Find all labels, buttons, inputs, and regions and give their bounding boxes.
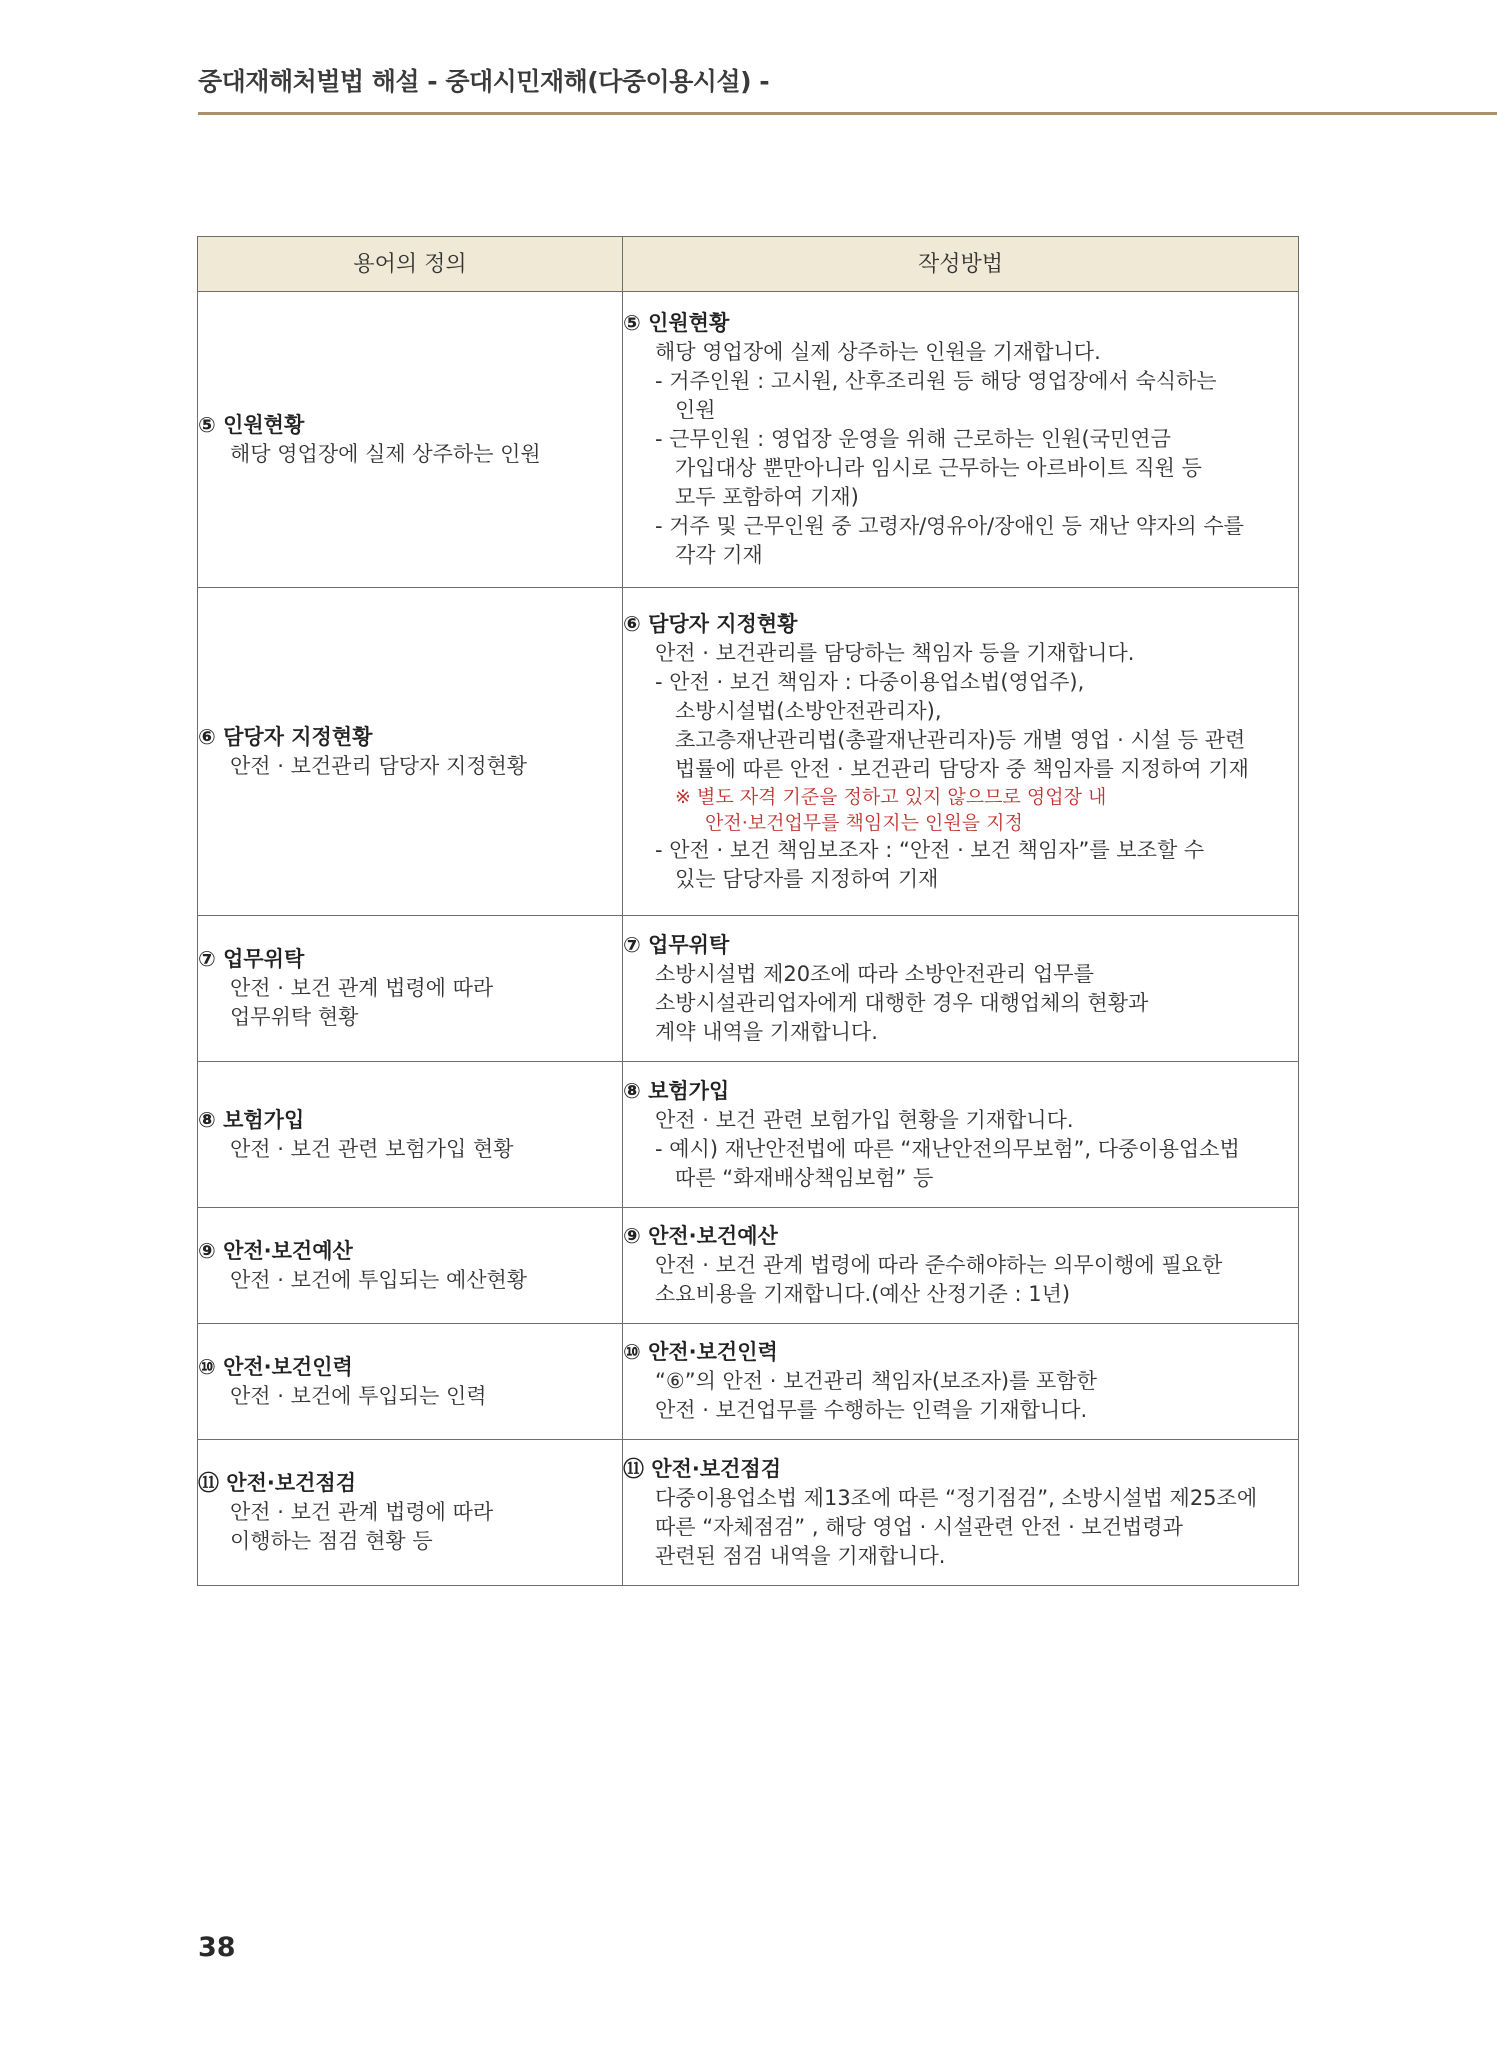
table-header-row — [198, 237, 1299, 292]
method-title: ⑪ 안전·보건점검 — [623, 1456, 782, 1481]
term-description: 안전 · 보건 관계 법령에 따라 — [230, 1500, 494, 1524]
column-header-method: 작성방법 — [623, 237, 1299, 292]
method-line: 안전 · 보건관리를 담당하는 책임자 등을 기재합니다. — [655, 640, 1135, 665]
table-row — [198, 588, 1299, 916]
method-line: - 안전 · 보건 책임자 : 다중이용업소법(영업주), — [655, 669, 1085, 694]
term-title: ⑪ 안전·보건점검 — [198, 1471, 357, 1495]
term-description: 안전 · 보건 관련 보험가입 현황 — [230, 1136, 514, 1161]
method-line: - 안전 · 보건 책임보조자 : “안전 · 보건 책임자”를 보조할 수 — [655, 837, 1205, 862]
table-row — [198, 1062, 1299, 1208]
method-line: 각각 기재 — [675, 543, 763, 567]
method-line: 초고층재난관리법(총괄재난관리자)등 개별 영업 · 시설 등 관련 — [675, 727, 1246, 752]
term-description: 해당 영업장에 실제 상주하는 인원 — [230, 441, 541, 466]
term-description: 안전 · 보건에 투입되는 예산현황 — [230, 1267, 528, 1292]
term-title: ⑧ 보험가입 — [198, 1107, 305, 1132]
term-cell — [198, 588, 623, 916]
term-title: ⑥ 담당자 지정현황 — [198, 724, 373, 749]
method-line: - 거주인원 : 고시원, 산후조리원 등 해당 영업장에서 숙식하는 — [655, 369, 1217, 393]
method-line: 있는 담당자를 지정하여 기재 — [675, 866, 939, 891]
method-line: 해당 영업장에 실제 상주하는 인원을 기재합니다. — [655, 340, 1101, 364]
term-description: 안전 · 보건관리 담당자 지정현황 — [230, 753, 528, 778]
table-row — [198, 916, 1299, 1062]
term-cell — [198, 1208, 623, 1324]
method-line: 안전 · 보건업무를 수행하는 인력을 기재합니다. — [655, 1398, 1088, 1422]
method-line: 소방시설관리업자에게 대행한 경우 대행업체의 현황과 — [655, 990, 1149, 1015]
method-line: - 거주 및 근무인원 중 고령자/영유아/장애인 등 재난 약자의 수를 — [655, 514, 1244, 538]
table-row — [198, 292, 1299, 588]
method-title: ⑧ 보험가입 — [623, 1078, 730, 1103]
method-title: ⑤ 인원현황 — [623, 311, 730, 335]
header-divider — [198, 112, 1497, 115]
term-description: 이행하는 점검 현황 등 — [230, 1529, 433, 1553]
term-title: ⑦ 업무위탁 — [198, 947, 305, 971]
table-row — [198, 1440, 1299, 1586]
method-cell — [623, 1062, 1299, 1208]
method-cell — [623, 588, 1299, 916]
note-line: 안전·보건업무를 책임지는 인원을 지정 — [705, 811, 1023, 834]
page-number: 38 — [198, 1932, 236, 1963]
method-cell — [623, 1324, 1299, 1440]
method-line: 다중이용업소법 제13조에 따른 “정기점검”, 소방시설법 제25조에 — [655, 1485, 1258, 1510]
term-title: ⑩ 안전·보건인력 — [198, 1354, 353, 1379]
method-line: 소요비용을 기재합니다.(예산 산정기준 : 1년) — [655, 1282, 1071, 1306]
method-line: 가입대상 뿐만아니라 임시로 근무하는 아르바이트 직원 등 — [675, 456, 1202, 480]
method-title: ⑥ 담당자 지정현황 — [623, 611, 798, 636]
running-header-title: 중대재해처벌법 해설 - 중대시민재해(다중이용시설) - — [198, 67, 770, 96]
term-cell — [198, 916, 623, 1062]
method-line: 안전 · 보건 관계 법령에 따라 준수해야하는 의무이행에 필요한 — [655, 1253, 1223, 1277]
method-cell — [623, 1440, 1299, 1586]
term-cell — [198, 292, 623, 588]
method-line: 법률에 따른 안전 · 보건관리 담당자 중 책임자를 지정하여 기재 — [675, 756, 1249, 781]
method-line: 계약 내역을 기재합니다. — [655, 1019, 878, 1044]
note-line: ※ 별도 자격 기준을 정하고 있지 않으므로 영업장 내 — [675, 785, 1107, 808]
method-line: 안전 · 보건 관련 보험가입 현황을 기재합니다. — [655, 1107, 1074, 1132]
method-line: - 예시) 재난안전법에 따른 “재난안전의무보험”, 다중이용업소법 — [655, 1136, 1240, 1161]
method-line: 따른 “화재배상책임보험” 등 — [675, 1165, 934, 1190]
method-line: 관련된 점검 내역을 기재합니다. — [655, 1543, 946, 1568]
method-title: ⑨ 안전·보건예산 — [623, 1224, 778, 1248]
method-line: 따른 “자체점검” , 해당 영업 · 시설관련 안전 · 보건법령과 — [655, 1514, 1183, 1539]
term-title: ⑨ 안전·보건예산 — [198, 1238, 353, 1263]
method-title: ⑦ 업무위탁 — [623, 932, 730, 957]
method-cell — [623, 1208, 1299, 1324]
method-line: 모두 포함하여 기재) — [675, 485, 859, 509]
method-cell — [623, 916, 1299, 1062]
definitions-table — [197, 236, 1299, 1586]
table-row — [198, 1208, 1299, 1324]
method-line: - 근무인원 : 영업장 운영을 위해 근로하는 인원(국민연금 — [655, 427, 1171, 451]
method-line: 인원 — [675, 398, 716, 422]
term-title: ⑤ 인원현황 — [198, 412, 305, 437]
table-row — [198, 1324, 1299, 1440]
term-description: 업무위탁 현황 — [230, 1005, 359, 1029]
term-cell — [198, 1440, 623, 1586]
method-cell — [623, 292, 1299, 588]
term-cell — [198, 1062, 623, 1208]
method-line: 소방시설법(소방안전관리자), — [675, 698, 942, 723]
term-description: 안전 · 보건 관계 법령에 따라 — [230, 976, 494, 1000]
method-title: ⑩ 안전·보건인력 — [623, 1340, 778, 1364]
term-cell — [198, 1324, 623, 1440]
method-line: 소방시설법 제20조에 따라 소방안전관리 업무를 — [655, 961, 1094, 986]
column-header-term: 용어의 정의 — [198, 237, 623, 292]
method-line: “⑥”의 안전 · 보건관리 책임자(보조자)를 포함한 — [655, 1369, 1097, 1393]
term-description: 안전 · 보건에 투입되는 인력 — [230, 1383, 487, 1408]
